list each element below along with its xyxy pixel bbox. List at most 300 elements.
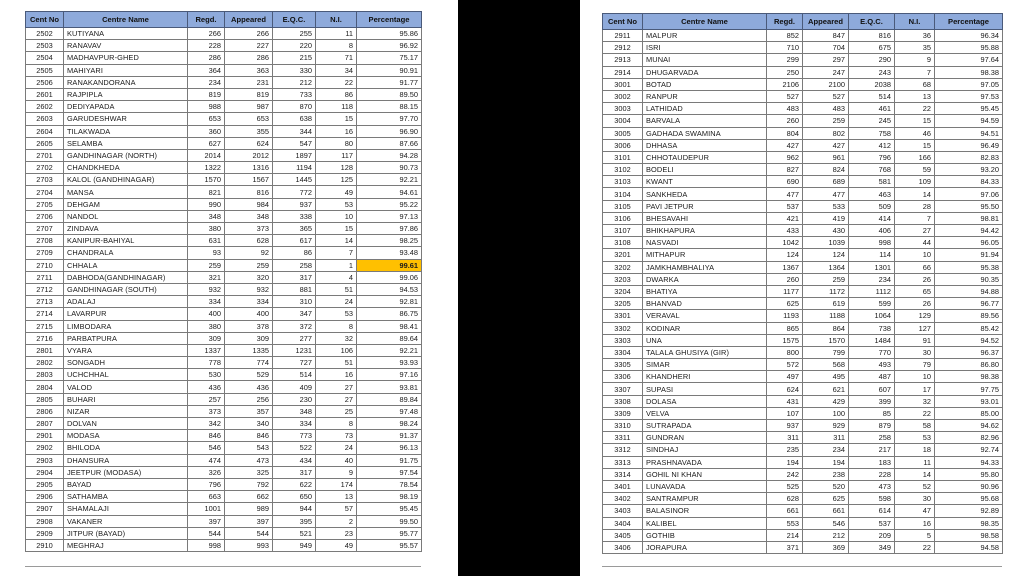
cell-eqc: 395 bbox=[273, 515, 316, 527]
cell-cent-no: 2506 bbox=[26, 76, 64, 88]
cell-ni: 51 bbox=[316, 357, 357, 369]
cell-regd: 235 bbox=[767, 444, 803, 456]
cell-eqc: 772 bbox=[273, 186, 316, 198]
cell-eqc: 334 bbox=[273, 418, 316, 430]
cell-cent-no: 2908 bbox=[26, 515, 64, 527]
cell-appeared: 400 bbox=[225, 308, 273, 320]
cell-appeared: 100 bbox=[803, 407, 849, 419]
cell-centre-name: RAJPIPLA bbox=[64, 88, 188, 100]
cell-percentage: 95.68 bbox=[935, 493, 1003, 505]
cell-centre-name: SONGADH bbox=[64, 357, 188, 369]
cell-appeared: 527 bbox=[803, 90, 849, 102]
cell-eqc: 614 bbox=[849, 505, 895, 517]
cell-percentage: 90.96 bbox=[935, 480, 1003, 492]
cell-eqc: 537 bbox=[849, 517, 895, 529]
table-row bbox=[603, 212, 1003, 224]
cell-percentage: 92.89 bbox=[935, 505, 1003, 517]
cell-cent-no: 3402 bbox=[603, 493, 643, 505]
cell-percentage: 91.77 bbox=[357, 76, 422, 88]
cell-ni: 30 bbox=[895, 493, 935, 505]
table-row bbox=[26, 491, 422, 503]
cell-appeared: 802 bbox=[803, 127, 849, 139]
cell-regd: 1193 bbox=[767, 310, 803, 322]
cell-percentage: 98.35 bbox=[935, 517, 1003, 529]
cell-centre-name: CHHOTAUDEPUR bbox=[643, 151, 767, 163]
cell-centre-name: SINDHAJ bbox=[643, 444, 767, 456]
cell-cent-no: 3302 bbox=[603, 322, 643, 334]
cell-eqc: 796 bbox=[849, 151, 895, 163]
cell-eqc: 209 bbox=[849, 529, 895, 541]
cell-eqc: 514 bbox=[849, 90, 895, 102]
table-row bbox=[603, 322, 1003, 334]
cell-ni: 65 bbox=[895, 285, 935, 297]
cell-centre-name: GANDHINAGAR (SOUTH) bbox=[64, 283, 188, 295]
cell-ni: 36 bbox=[895, 30, 935, 42]
cell-centre-name: ISRI bbox=[643, 42, 767, 54]
cell-regd: 796 bbox=[188, 478, 225, 490]
cell-cent-no: 2909 bbox=[26, 527, 64, 539]
cell-ni: 11 bbox=[895, 456, 935, 468]
cell-ni: 30 bbox=[895, 346, 935, 358]
cell-percentage: 95.88 bbox=[935, 42, 1003, 54]
cell-cent-no: 2709 bbox=[26, 247, 64, 259]
cell-cent-no: 3002 bbox=[603, 90, 643, 102]
cell-eqc: 317 bbox=[273, 466, 316, 478]
cell-percentage: 92.21 bbox=[357, 174, 422, 186]
cell-cent-no: 3306 bbox=[603, 371, 643, 383]
cell-regd: 990 bbox=[188, 198, 225, 210]
cell-eqc: 348 bbox=[273, 405, 316, 417]
cell-centre-name: BOTAD bbox=[643, 78, 767, 90]
cell-ni: 73 bbox=[316, 430, 357, 442]
table-row bbox=[26, 442, 422, 454]
table-row bbox=[603, 127, 1003, 139]
cell-regd: 661 bbox=[767, 505, 803, 517]
cell-appeared: 427 bbox=[803, 139, 849, 151]
cell-centre-name: MEGHRAJ bbox=[64, 539, 188, 551]
cell-cent-no: 2703 bbox=[26, 174, 64, 186]
cell-cent-no: 3314 bbox=[603, 468, 643, 480]
cell-centre-name: TILAKWADA bbox=[64, 125, 188, 137]
cell-centre-name: CHHALA bbox=[64, 259, 188, 271]
cell-ni: 8 bbox=[316, 320, 357, 332]
cell-ni: 40 bbox=[316, 454, 357, 466]
cell-appeared: 929 bbox=[803, 420, 849, 432]
cell-appeared: 2012 bbox=[225, 149, 273, 161]
cell-cent-no: 3205 bbox=[603, 298, 643, 310]
cell-ni: 22 bbox=[895, 407, 935, 419]
cell-regd: 266 bbox=[188, 28, 225, 40]
cell-appeared: 369 bbox=[803, 541, 849, 553]
cell-cent-no: 3105 bbox=[603, 200, 643, 212]
cell-centre-name: LIMBODARA bbox=[64, 320, 188, 332]
cell-ni: 4 bbox=[316, 271, 357, 283]
cell-ni: 127 bbox=[895, 322, 935, 334]
table-row bbox=[603, 103, 1003, 115]
table-row bbox=[26, 405, 422, 417]
cell-regd: 1570 bbox=[188, 174, 225, 186]
cell-cent-no: 2505 bbox=[26, 64, 64, 76]
cell-regd: 380 bbox=[188, 223, 225, 235]
header-regd: Regd. bbox=[188, 12, 225, 28]
cell-regd: 663 bbox=[188, 491, 225, 503]
cell-ni: 13 bbox=[895, 90, 935, 102]
cell-cent-no: 2711 bbox=[26, 271, 64, 283]
cell-eqc: 768 bbox=[849, 164, 895, 176]
cell-ni: 174 bbox=[316, 478, 357, 490]
cell-cent-no: 3203 bbox=[603, 273, 643, 285]
cell-eqc: 598 bbox=[849, 493, 895, 505]
cell-ni: 26 bbox=[895, 273, 935, 285]
cell-ni: 10 bbox=[316, 210, 357, 222]
table-row bbox=[26, 198, 422, 210]
cell-percentage: 93.93 bbox=[357, 357, 422, 369]
cell-centre-name: BHIKHAPURA bbox=[643, 225, 767, 237]
cell-eqc: 310 bbox=[273, 296, 316, 308]
cell-regd: 260 bbox=[767, 273, 803, 285]
cell-regd: 234 bbox=[188, 76, 225, 88]
cell-ni: 52 bbox=[895, 480, 935, 492]
cell-eqc: 770 bbox=[849, 346, 895, 358]
cell-percentage: 94.62 bbox=[935, 420, 1003, 432]
cell-centre-name: PAVI JETPUR bbox=[643, 200, 767, 212]
cell-regd: 427 bbox=[767, 139, 803, 151]
cell-percentage: 96.34 bbox=[935, 30, 1003, 42]
cell-regd: 260 bbox=[767, 115, 803, 127]
cell-ni: 18 bbox=[895, 444, 935, 456]
cell-regd: 865 bbox=[767, 322, 803, 334]
results-table-right bbox=[602, 13, 1003, 554]
cell-cent-no: 2902 bbox=[26, 442, 64, 454]
cell-regd: 1001 bbox=[188, 503, 225, 515]
cell-ni: 9 bbox=[316, 466, 357, 478]
cell-eqc: 347 bbox=[273, 308, 316, 320]
cell-ni: 7 bbox=[895, 212, 935, 224]
cell-regd: 827 bbox=[767, 164, 803, 176]
cell-cent-no: 2707 bbox=[26, 223, 64, 235]
cell-cent-no: 2905 bbox=[26, 478, 64, 490]
cell-centre-name: KANIPUR-BAHIYAL bbox=[64, 235, 188, 247]
cell-ni: 44 bbox=[895, 237, 935, 249]
cell-appeared: 357 bbox=[225, 405, 273, 417]
cell-appeared: 989 bbox=[225, 503, 273, 515]
cell-regd: 259 bbox=[188, 259, 225, 271]
cell-regd: 373 bbox=[188, 405, 225, 417]
header-centre-name: Centre Name bbox=[64, 12, 188, 28]
cell-eqc: 473 bbox=[849, 480, 895, 492]
cell-cent-no: 2805 bbox=[26, 393, 64, 405]
cell-appeared: 544 bbox=[225, 527, 273, 539]
cell-appeared: 355 bbox=[225, 125, 273, 137]
cell-ni: 15 bbox=[895, 115, 935, 127]
cell-regd: 93 bbox=[188, 247, 225, 259]
cell-regd: 800 bbox=[767, 346, 803, 358]
header-row bbox=[603, 14, 1003, 30]
header-centre-name: Centre Name bbox=[643, 14, 767, 30]
cell-regd: 228 bbox=[188, 40, 225, 52]
cell-eqc: 212 bbox=[273, 76, 316, 88]
cell-regd: 321 bbox=[188, 271, 225, 283]
cell-cent-no: 2912 bbox=[603, 42, 643, 54]
cell-eqc: 879 bbox=[849, 420, 895, 432]
cell-centre-name: KODINAR bbox=[643, 322, 767, 334]
cell-appeared: 993 bbox=[225, 539, 273, 551]
cell-regd: 653 bbox=[188, 113, 225, 125]
cell-percentage: 94.33 bbox=[935, 456, 1003, 468]
table-row bbox=[26, 235, 422, 247]
cell-regd: 1367 bbox=[767, 261, 803, 273]
cell-eqc: 727 bbox=[273, 357, 316, 369]
header-regd: Regd. bbox=[767, 14, 803, 30]
cell-appeared: 259 bbox=[225, 259, 273, 271]
cell-centre-name: SHAMALAJI bbox=[64, 503, 188, 515]
cell-percentage: 98.81 bbox=[935, 212, 1003, 224]
table-row bbox=[603, 261, 1003, 273]
cell-appeared: 436 bbox=[225, 381, 273, 393]
cell-centre-name: NANDOL bbox=[64, 210, 188, 222]
table-row bbox=[26, 381, 422, 393]
cell-centre-name: KALIBEL bbox=[643, 517, 767, 529]
header-ni: N.I. bbox=[895, 14, 935, 30]
table-row bbox=[603, 371, 1003, 383]
cell-ni: 9 bbox=[895, 54, 935, 66]
cell-centre-name: JAMKHAMBHALIYA bbox=[643, 261, 767, 273]
cell-appeared: 309 bbox=[225, 332, 273, 344]
table-row bbox=[603, 115, 1003, 127]
cell-ni: 34 bbox=[316, 64, 357, 76]
cell-eqc: 228 bbox=[849, 468, 895, 480]
cell-regd: 242 bbox=[767, 468, 803, 480]
cell-eqc: 338 bbox=[273, 210, 316, 222]
cell-centre-name: VELVA bbox=[643, 407, 767, 419]
cell-ni: 46 bbox=[895, 127, 935, 139]
cell-eqc: 881 bbox=[273, 283, 316, 295]
cell-percentage: 97.48 bbox=[357, 405, 422, 417]
cell-eqc: 1194 bbox=[273, 162, 316, 174]
cell-percentage: 89.50 bbox=[357, 88, 422, 100]
left-page bbox=[0, 0, 446, 576]
cell-regd: 400 bbox=[188, 308, 225, 320]
cell-appeared: 621 bbox=[803, 383, 849, 395]
cell-percentage: 86.75 bbox=[357, 308, 422, 320]
cell-percentage: 98.58 bbox=[935, 529, 1003, 541]
cell-centre-name: SUTRAPADA bbox=[643, 420, 767, 432]
cell-cent-no: 2910 bbox=[26, 539, 64, 551]
cell-percentage: 95.86 bbox=[357, 28, 422, 40]
cell-cent-no: 2802 bbox=[26, 357, 64, 369]
cell-eqc: 406 bbox=[849, 225, 895, 237]
cell-appeared: 259 bbox=[803, 115, 849, 127]
cell-ni: 49 bbox=[316, 539, 357, 551]
cell-eqc: 617 bbox=[273, 235, 316, 247]
cell-appeared: 286 bbox=[225, 52, 273, 64]
cell-centre-name: GOHIL NI KHAN bbox=[643, 468, 767, 480]
cell-appeared: 477 bbox=[803, 188, 849, 200]
cell-centre-name: DHUGARVADA bbox=[643, 66, 767, 78]
table-row bbox=[26, 113, 422, 125]
table-row bbox=[26, 503, 422, 515]
table-row bbox=[26, 271, 422, 283]
cell-appeared: 543 bbox=[225, 442, 273, 454]
cell-centre-name: GUNDRAN bbox=[643, 432, 767, 444]
cell-percentage: 96.05 bbox=[935, 237, 1003, 249]
table-row bbox=[603, 505, 1003, 517]
cell-percentage: 96.77 bbox=[935, 298, 1003, 310]
cell-appeared: 520 bbox=[803, 480, 849, 492]
table-row bbox=[26, 369, 422, 381]
cell-percentage: 89.84 bbox=[357, 393, 422, 405]
cell-percentage: 87.66 bbox=[357, 137, 422, 149]
cell-regd: 474 bbox=[188, 454, 225, 466]
cell-ni: 16 bbox=[316, 369, 357, 381]
cell-centre-name: DHANSURA bbox=[64, 454, 188, 466]
cell-cent-no: 2807 bbox=[26, 418, 64, 430]
cell-eqc: 998 bbox=[849, 237, 895, 249]
cell-percentage: 97.70 bbox=[357, 113, 422, 125]
cell-appeared: 987 bbox=[225, 101, 273, 113]
cell-eqc: 412 bbox=[849, 139, 895, 151]
cell-eqc: 522 bbox=[273, 442, 316, 454]
header-cent-no: Cent No bbox=[603, 14, 643, 30]
table-row bbox=[603, 151, 1003, 163]
cell-eqc: 85 bbox=[849, 407, 895, 419]
cell-ni: 129 bbox=[895, 310, 935, 322]
cell-regd: 477 bbox=[767, 188, 803, 200]
cell-ni: 91 bbox=[895, 334, 935, 346]
cell-eqc: 230 bbox=[273, 393, 316, 405]
cell-appeared: 429 bbox=[803, 395, 849, 407]
cell-regd: 937 bbox=[767, 420, 803, 432]
cell-centre-name: GOTHIB bbox=[643, 529, 767, 541]
table-row bbox=[603, 225, 1003, 237]
cell-ni: 32 bbox=[895, 395, 935, 407]
cell-percentage: 97.05 bbox=[935, 78, 1003, 90]
cell-centre-name: ZINDAVA bbox=[64, 223, 188, 235]
cell-centre-name: MANSA bbox=[64, 186, 188, 198]
cell-ni: 22 bbox=[316, 76, 357, 88]
table-row bbox=[603, 456, 1003, 468]
cell-centre-name: KHANDHERI bbox=[643, 371, 767, 383]
cell-appeared: 662 bbox=[225, 491, 273, 503]
cell-regd: 286 bbox=[188, 52, 225, 64]
cell-regd: 690 bbox=[767, 176, 803, 188]
cell-centre-name: BHANVAD bbox=[643, 298, 767, 310]
cell-eqc: 183 bbox=[849, 456, 895, 468]
cell-cent-no: 3104 bbox=[603, 188, 643, 200]
cell-percentage: 94.88 bbox=[935, 285, 1003, 297]
cell-ni: 8 bbox=[316, 418, 357, 430]
cell-regd: 1177 bbox=[767, 285, 803, 297]
cell-regd: 804 bbox=[767, 127, 803, 139]
cell-appeared: 194 bbox=[803, 456, 849, 468]
cell-centre-name: BODELI bbox=[643, 164, 767, 176]
cell-centre-name: VALOD bbox=[64, 381, 188, 393]
cell-ni: 5 bbox=[895, 529, 935, 541]
cell-regd: 360 bbox=[188, 125, 225, 137]
table-row bbox=[26, 247, 422, 259]
header-appeared: Appeared bbox=[803, 14, 849, 30]
cell-eqc: 243 bbox=[849, 66, 895, 78]
cell-ni: 68 bbox=[895, 78, 935, 90]
cell-percentage: 94.59 bbox=[935, 115, 1003, 127]
cell-cent-no: 2604 bbox=[26, 125, 64, 137]
table-row bbox=[26, 174, 422, 186]
cell-centre-name: SUPASI bbox=[643, 383, 767, 395]
cell-cent-no: 2701 bbox=[26, 149, 64, 161]
table-row bbox=[603, 249, 1003, 261]
cell-ni: 71 bbox=[316, 52, 357, 64]
cell-percentage: 85.00 bbox=[935, 407, 1003, 419]
cell-appeared: 819 bbox=[225, 88, 273, 100]
cell-percentage: 98.38 bbox=[935, 66, 1003, 78]
cell-regd: 371 bbox=[767, 541, 803, 553]
cell-appeared: 624 bbox=[225, 137, 273, 149]
table-row bbox=[603, 444, 1003, 456]
cell-eqc: 758 bbox=[849, 127, 895, 139]
table-row bbox=[26, 210, 422, 222]
cell-appeared: 212 bbox=[803, 529, 849, 541]
cell-cent-no: 3304 bbox=[603, 346, 643, 358]
cell-cent-no: 2713 bbox=[26, 296, 64, 308]
cell-percentage: 97.16 bbox=[357, 369, 422, 381]
table-row bbox=[26, 539, 422, 551]
cell-ni: 22 bbox=[895, 541, 935, 553]
table-row bbox=[603, 273, 1003, 285]
cell-cent-no: 3107 bbox=[603, 225, 643, 237]
header-ni: N.I. bbox=[316, 12, 357, 28]
cell-appeared: 824 bbox=[803, 164, 849, 176]
cell-ni: 16 bbox=[316, 125, 357, 137]
cell-percentage: 84.33 bbox=[935, 176, 1003, 188]
cell-eqc: 217 bbox=[849, 444, 895, 456]
right-page bbox=[580, 0, 1024, 576]
table-row bbox=[26, 527, 422, 539]
table-row bbox=[603, 493, 1003, 505]
cell-percentage: 97.53 bbox=[935, 90, 1003, 102]
cell-ni: 106 bbox=[316, 344, 357, 356]
cell-regd: 1322 bbox=[188, 162, 225, 174]
table-row bbox=[603, 54, 1003, 66]
cell-centre-name: JITPUR (BAYAD) bbox=[64, 527, 188, 539]
cell-centre-name: MODASA bbox=[64, 430, 188, 442]
cell-centre-name: BUHARI bbox=[64, 393, 188, 405]
cell-appeared: 2100 bbox=[803, 78, 849, 90]
cell-centre-name: MAHIYARI bbox=[64, 64, 188, 76]
cell-appeared: 1039 bbox=[803, 237, 849, 249]
cell-appeared: 932 bbox=[225, 283, 273, 295]
cell-appeared: 363 bbox=[225, 64, 273, 76]
header-eqc: E.Q.C. bbox=[273, 12, 316, 28]
cell-cent-no: 2603 bbox=[26, 113, 64, 125]
cell-cent-no: 3308 bbox=[603, 395, 643, 407]
left-page-margin bbox=[446, 0, 458, 576]
cell-cent-no: 3108 bbox=[603, 237, 643, 249]
cell-eqc: 258 bbox=[273, 259, 316, 271]
cell-regd: 778 bbox=[188, 357, 225, 369]
cell-percentage: 97.75 bbox=[935, 383, 1003, 395]
cell-appeared: 864 bbox=[803, 322, 849, 334]
cell-regd: 2106 bbox=[767, 78, 803, 90]
cell-percentage: 93.48 bbox=[357, 247, 422, 259]
cell-centre-name: CHANDRALA bbox=[64, 247, 188, 259]
cell-appeared: 238 bbox=[803, 468, 849, 480]
table-row bbox=[26, 88, 422, 100]
cell-regd: 194 bbox=[767, 456, 803, 468]
table-row bbox=[603, 407, 1003, 419]
cell-centre-name: RANAVAV bbox=[64, 40, 188, 52]
cell-ni: 15 bbox=[316, 223, 357, 235]
cell-regd: 527 bbox=[767, 90, 803, 102]
